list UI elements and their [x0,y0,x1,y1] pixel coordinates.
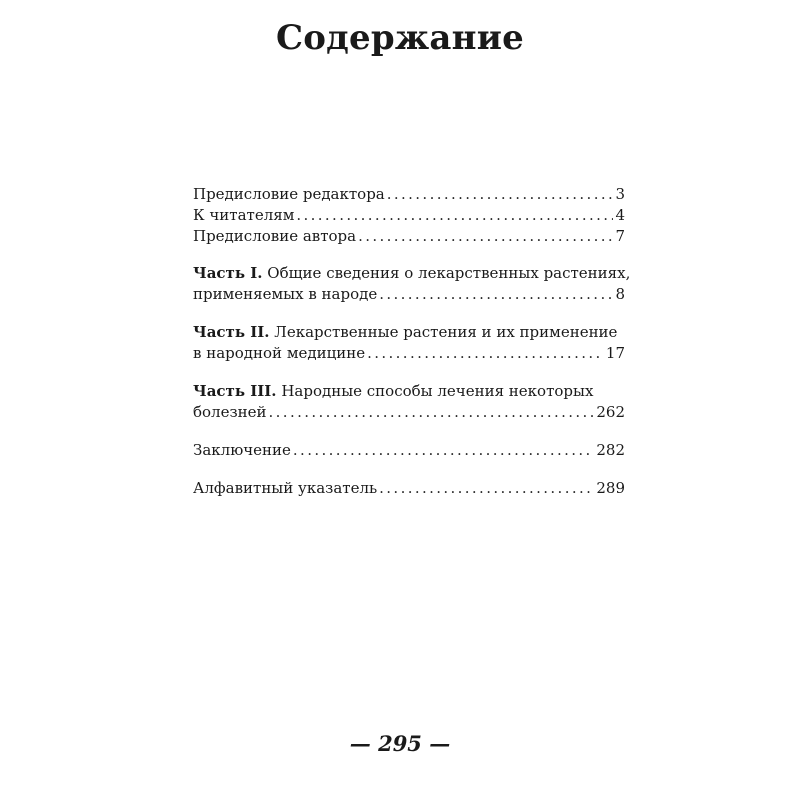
dot-leader [358,226,613,247]
toc-entry-to-readers[interactable] [193,205,625,226]
dot-leader [296,205,613,226]
toc-entry-page: 289 [596,479,625,497]
part-title: Общие сведения о лекарственных растениях, [267,264,631,282]
dot-leader [387,184,614,205]
dot-leader [367,343,604,364]
toc-entry-second-line [193,284,625,305]
toc-entry-page: 262 [596,403,625,421]
dot-leader [379,478,594,499]
part-heading: Часть II. [193,323,270,341]
toc-entry-part-3[interactable] [193,381,625,423]
toc-entry-first-line [193,381,625,402]
toc-entry-page: 8 [615,285,625,303]
part-title-cont: применяемых в народе [193,285,378,303]
page-number: — 295 — [349,731,451,756]
dot-leader [293,440,594,461]
toc-entry-editor-preface[interactable] [193,184,625,205]
toc-entry-label: Алфавитный указатель [193,479,378,497]
toc-entry-first-line [193,322,625,343]
toc-entry-label: Предисловие автора [193,227,357,245]
part-title-cont: болезней [193,403,267,421]
toc-entry-page: 17 [605,344,625,362]
toc-entry-label: Предисловие редактора [193,185,385,203]
toc-entry-page: 3 [615,185,625,203]
table-of-contents [193,184,631,499]
toc-entry-second-line [193,343,625,364]
toc-entry-page: 4 [615,206,625,224]
toc-entry-second-line [193,402,625,423]
toc-entry-label: К читателям [193,206,295,224]
toc-entry-part-1[interactable] [193,263,631,305]
toc-entry-first-line [193,263,631,284]
part-title: Народные способы лечения некоторых [281,382,594,400]
part-heading: Часть I. [193,264,263,282]
toc-entry-label: Заключение [193,441,291,459]
dot-leader [269,402,595,423]
toc-entry-author-preface[interactable] [193,226,625,247]
page-title: Содержание [276,18,524,58]
toc-entry-conclusion[interactable] [193,440,625,461]
part-title-cont: в народной медицине [193,344,366,362]
dot-leader [379,284,613,305]
toc-entry-alphabetical-index[interactable] [193,478,625,499]
toc-entry-part-2[interactable] [193,322,625,364]
part-title: Лекарственные растения и их применение [274,323,618,341]
toc-entry-page: 282 [596,441,625,459]
part-heading: Часть III. [193,382,277,400]
toc-entry-page: 7 [615,227,625,245]
